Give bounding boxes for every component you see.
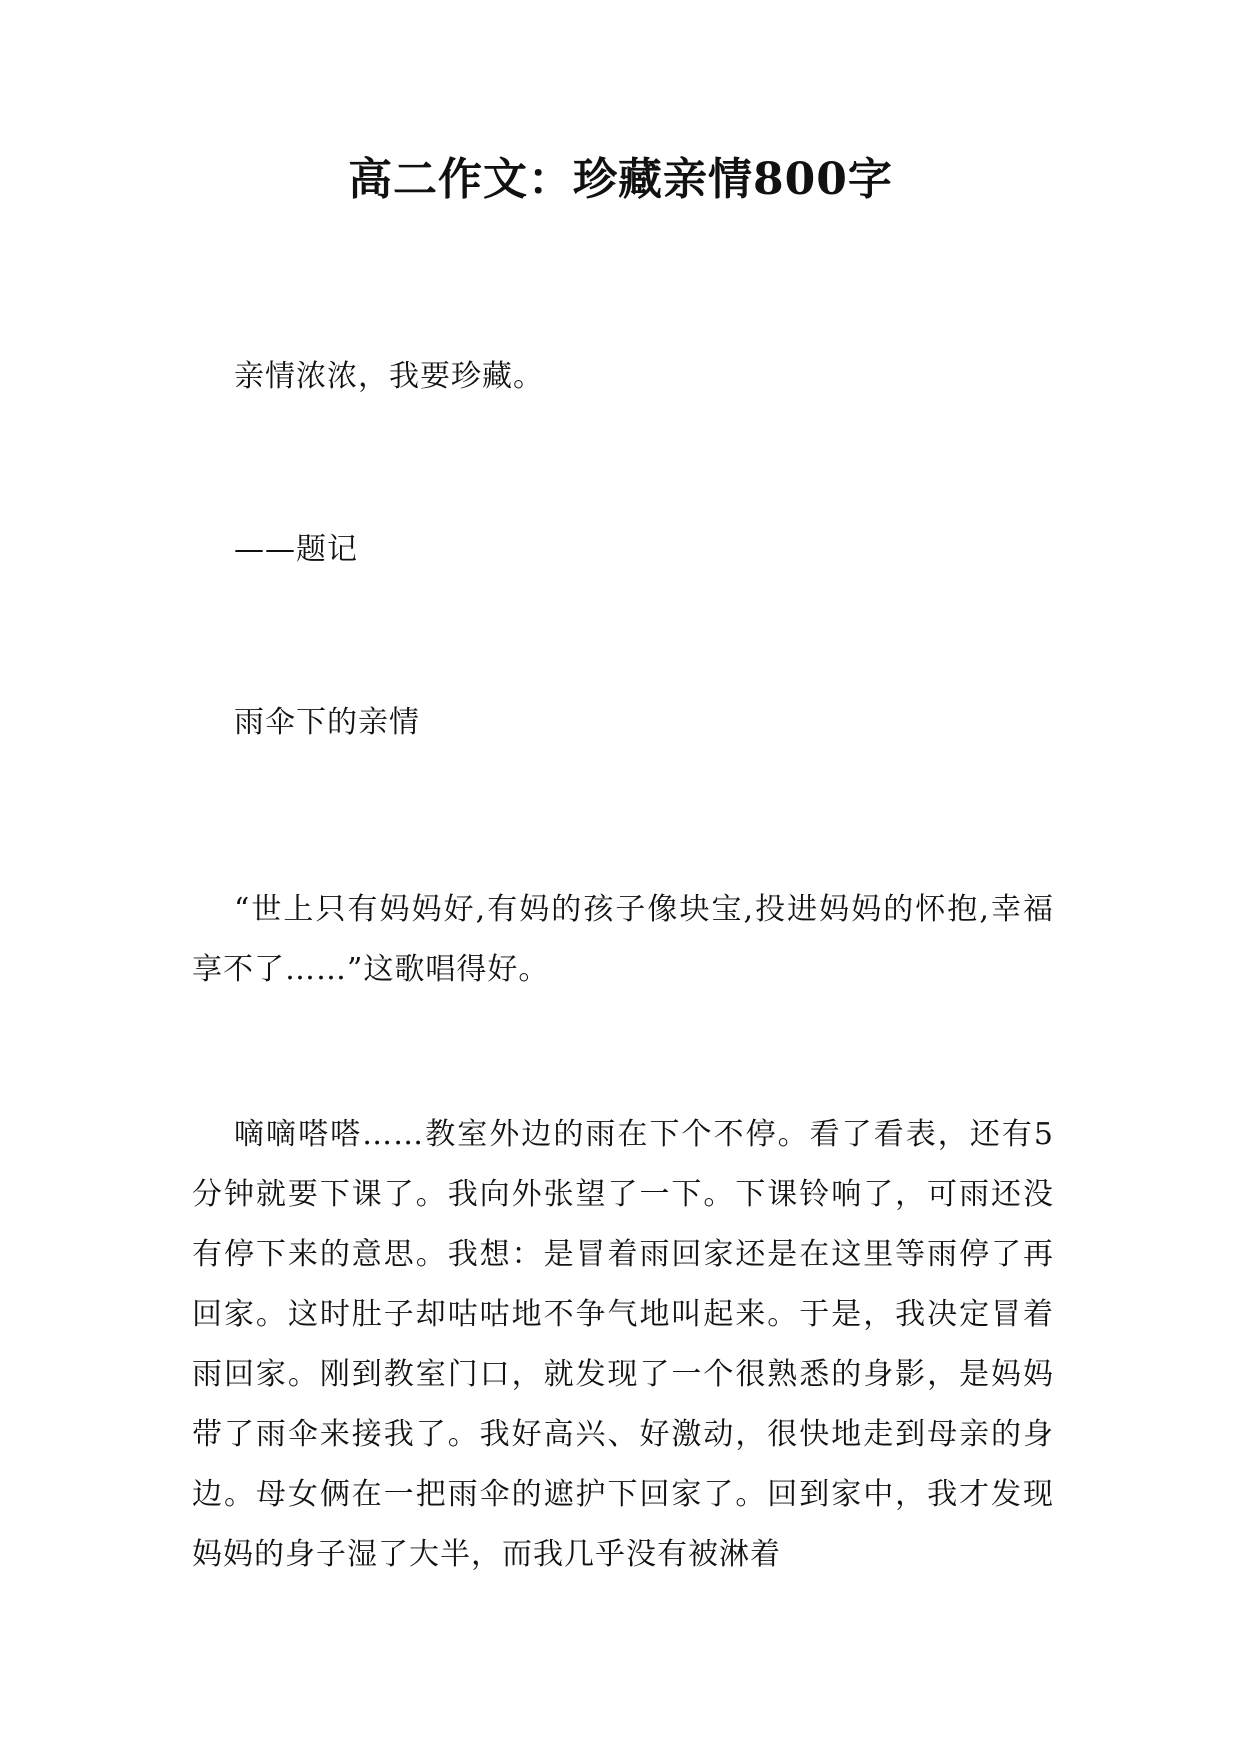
paragraph-intro: 亲情浓浓，我要珍藏。	[234, 359, 544, 394]
paragraph-rain-story: 嘀嘀嗒嗒……教室外边的雨在下个不停。看了看表，还有5分钟就要下课了。我向外张望了一下。下课铃响了，可雨还没有停下来的意思。我想：是冒着雨回家还是在这里等雨停了再回家。这时肚子却咕咕地不争气地叫起来。于是，我决定冒着雨回家。刚到教室门口，就发现了一个很熟悉的身影，是妈妈带了雨伞来接我了。我好高兴、好激动，很快地走到母亲的身边。母女俩在一把雨伞的遮护下回家了。回到家中，我才发现妈妈的身子湿了大半，而我几乎没有被淋着	[192, 1117, 1054, 1572]
paragraph-epigraph-note: ——题记	[234, 532, 358, 567]
document-title: 高二作文：珍藏亲情800字	[348, 154, 893, 205]
paragraph-song-quote: “世上只有妈妈好,有妈的孩子像块宝,投进妈妈的怀抱,幸福享不了……”这歌唱得好。	[192, 892, 1054, 987]
section-heading: 雨伞下的亲情	[234, 705, 420, 740]
